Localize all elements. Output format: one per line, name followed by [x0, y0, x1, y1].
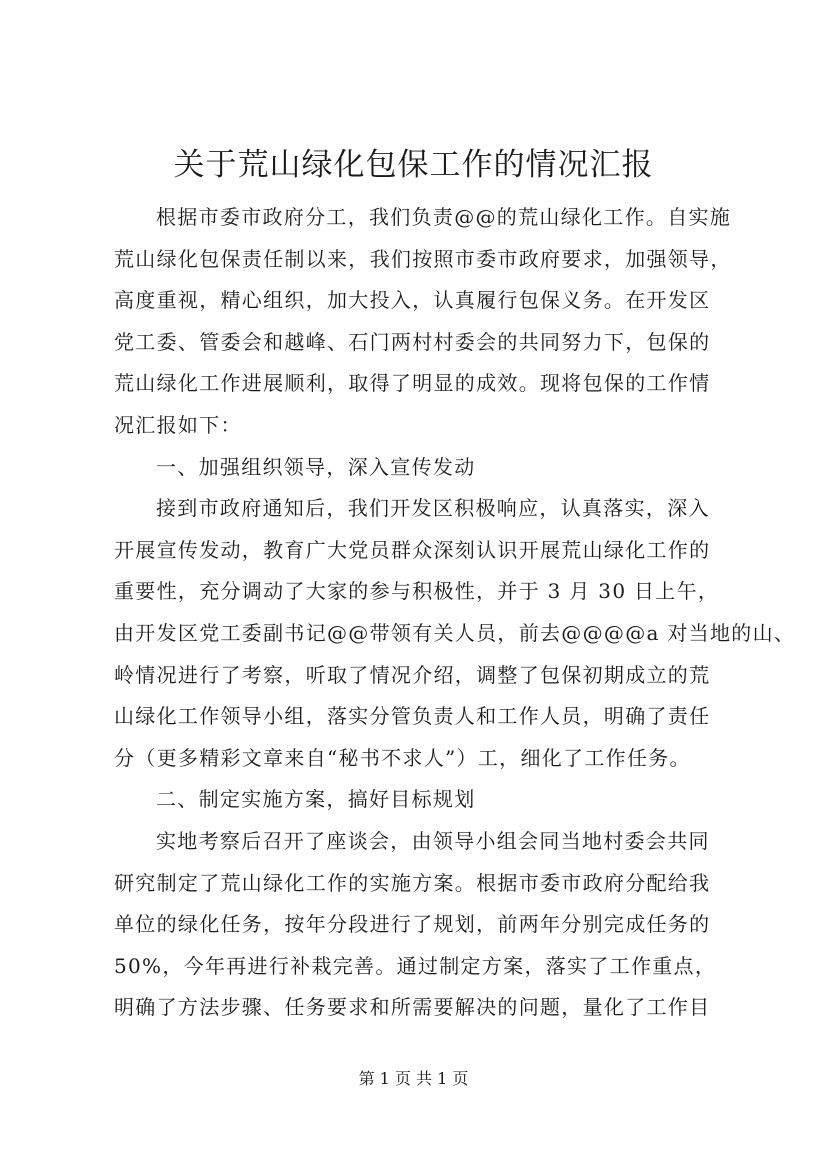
paragraph-line: 由开发区党工委副书记@@带领有关人员，前去@@@@a 对当地的山、	[114, 620, 796, 645]
section-heading: 二、制定实施方案，搞好目标规划	[156, 787, 476, 812]
paragraph-line: 荒山绿化包保责任制以来，我们按照市委市政府要求，加强领导，	[114, 246, 732, 271]
paragraph-line: 研究制定了荒山绿化工作的实施方案。根据市委市政府分配给我	[114, 870, 711, 895]
paragraph-line: 荒山绿化工作进展顺利，取得了明显的成效。现将包保的工作情	[114, 371, 711, 396]
section-heading: 一、加强组织领导，深入宣传发动	[156, 454, 476, 479]
paragraph-line: 重要性，充分调动了大家的参与积极性，并于 3 月 30 日上午，	[114, 579, 720, 604]
document-title: 关于荒山绿化包保工作的情况汇报	[173, 147, 654, 183]
paragraph-line: 党工委、管委会和越峰、石门两村村委会的共同努力下，包保的	[114, 329, 711, 354]
paragraph-line: 单位的绿化任务，按年分段进行了规划，前两年分别完成任务的	[114, 912, 711, 937]
paragraph-line: 实地考察后召开了座谈会，由领导小组会同当地村委会共同	[156, 828, 710, 853]
paragraph-line: 山绿化工作领导小组，落实分管负责人和工作人员，明确了责任	[114, 704, 711, 729]
paragraph-line: 明确了方法步骤、任务要求和所需要解决的问题，量化了工作目	[114, 995, 711, 1020]
document-body	[114, 197, 796, 1029]
paragraph-line: 高度重视，精心组织，加大投入，认真履行包保义务。在开发区	[114, 288, 711, 313]
paragraph-line: 况汇报如下：	[114, 412, 242, 437]
page-footer: 第 1 页 共 1 页	[358, 1069, 469, 1088]
paragraph-line: 分（更多精彩文章来自“秘书不求人”）工，细化了工作任务。	[114, 745, 691, 770]
paragraph-line: 根据市委市政府分工，我们负责@@的荒山绿化工作。自实施	[156, 205, 732, 229]
paragraph-line: 50%，今年再进行补栽完善。通过制定方案，落实了工作重点，	[114, 953, 717, 978]
paragraph-line: 接到市政府通知后，我们开发区积极响应，认真落实，深入	[156, 496, 710, 521]
paragraph-line: 岭情况进行了考察，听取了情况介绍，调整了包保初期成立的荒	[114, 662, 711, 687]
paragraph-line: 开展宣传发动，教育广大党员群众深刻认识开展荒山绿化工作的	[114, 537, 711, 562]
